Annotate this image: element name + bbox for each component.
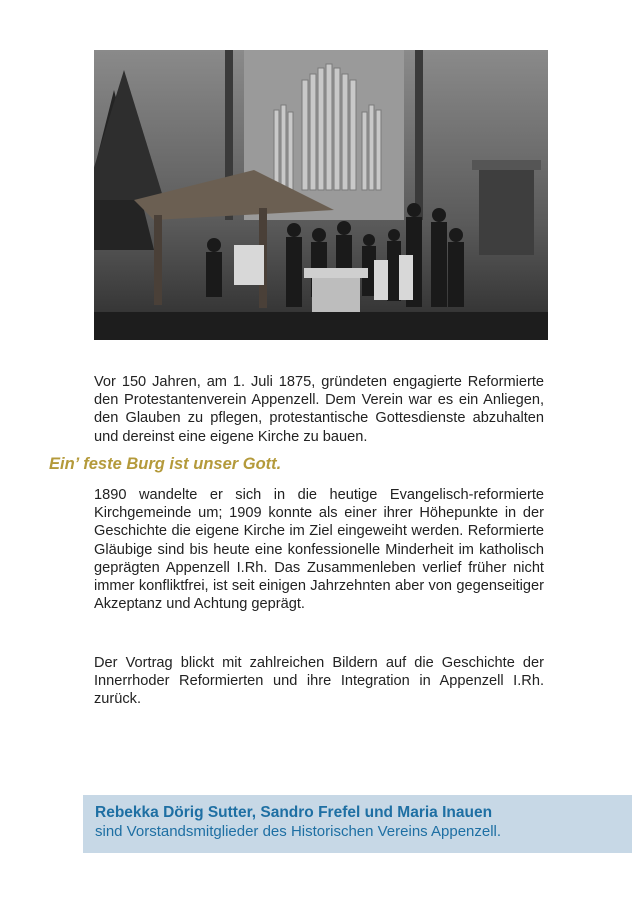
- speakers-band: [83, 795, 632, 853]
- intro-paragraph: Vor 150 Jahren, am 1. Juli 1875, gründeten engagierte Reformierte den Protestantenverein Appenzell. Dem Verein war es ein Anliegen, den Glauben zu pflegen, protestantische Gottesdienste abzuhalten und dereinst eine eigene Kirche zu bauen.: [94, 374, 544, 445]
- speaker-role: sind Vorstandsmitglieder des Historischen Vereins Appenzell.: [95, 823, 502, 840]
- church-photo-illustration: [94, 50, 548, 340]
- history-paragraph: 1890 wandelte er sich in die heutige Evangelisch-reformierte Kirchgemeinde um; 1909 konnte als einer ihrer Höhepunkte in der Geschichte die eigene Kirche im Ziel eingeweiht werden. Reformierte Gläubige sind bis heute eine konfessionelle Minderheit im katholisch geprägten Appenzell I.Rh. Das Zusammenleben verlief früher nicht immer konfliktfrei, ist seit einigen Jahrzehnten aber von gegenseitiger Akzeptanz und Achtung geprägt.: [94, 487, 544, 613]
- section-heading: Ein’ feste Burg ist unser Gott.: [49, 455, 282, 473]
- lecture-paragraph: Der Vortrag blickt mit zahlreichen Bildern auf die Geschichte der Innerrhoder Reformierten und ihre Integration in Appenzell I.Rh. zurück.: [94, 655, 544, 708]
- church-photo: [94, 50, 548, 340]
- speaker-names: Rebekka Dörig Sutter, Sandro Frefel und Maria Inauen: [95, 804, 493, 821]
